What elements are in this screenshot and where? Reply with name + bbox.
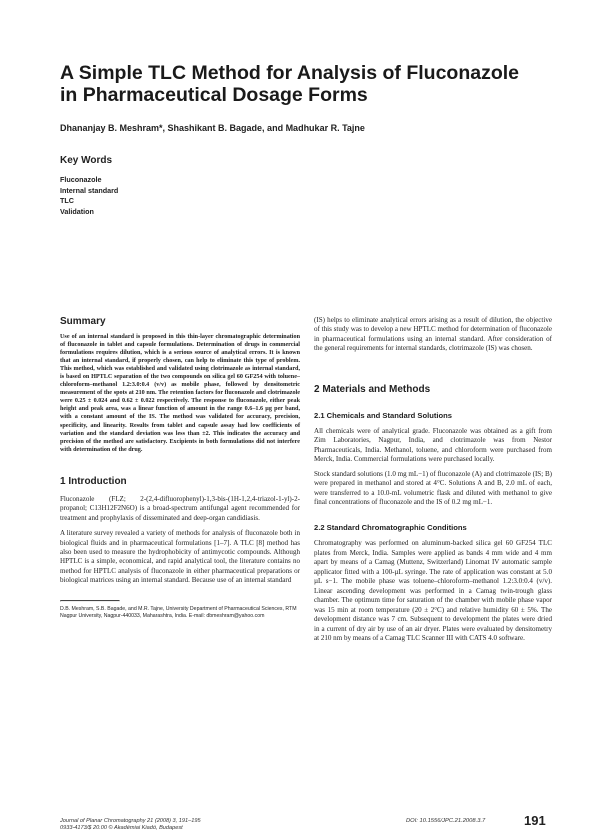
keyword-item: Validation (60, 206, 94, 216)
article-title (60, 62, 540, 106)
article-title-line-2: in Pharmaceutical Dosage Forms (60, 84, 368, 106)
intro-paragraph-2: A literature survey revealed a variety of methods for analysis of fluconazole both in biological fluids and in pharmaceutical formulations [1–7]. A TLC [8] method has also been used to measure the hydrophobicity of antimycotic compounds. Although HPTLC is a simple, economical, and rapid analytical tool, the literature contains no method for HPTLC analysis of fluconazole in either pharmaceutical preparations or biological matrices using an internal standard. Because use of an internal standard (60, 529, 300, 585)
summary-section (60, 333, 300, 454)
keywords-heading: Key Words (60, 155, 113, 166)
left-column (60, 316, 300, 620)
summary-text: Use of an internal standard is proposed in this thin-layer chromatographic determination of fluconazole in tablet and capsule formulations. Determination of drugs in commercial formulations requires dilution, which is a serious source of analytical errors. It is known that an internal standard, if properly chosen, can help to eliminate this type of problem. This method, which was established and validated using clotrimazole as internal standard, is based on HPTLC separation of the two compounds on silica gel 60 GF254 with toluene–chloroform–methanol 1.2:3.0:0.4 (v/v) as mobile phase, followed by densitometric measurement of the spots at 210 nm. The retention factors for fluconazole and clotrimazole were 0.25 ± 0.024 and 0.62 ± 0.022 respectively. The response to fluconazole, either peak height and peak area, was a linear function of amount in the range 0.6–1.6 µg per band, with a constant amount of the IS. The method was validated for accuracy, precision, specificity, and linearity. Results from tablet and capsule assay had low coefficients of variation and the standard deviation was less than ±2. This indicates the accuracy and precision of the method are satisfactory. Excipients in both formulations did not interfere with determination of the drug. (60, 334, 300, 453)
affiliation-footnote (60, 600, 300, 620)
summary-heading: Summary (60, 316, 106, 327)
right-column (314, 316, 552, 643)
author-list: Dhananjay B. Meshram*, Shashikant B. Bagade, and Madhukar R. Tajne (60, 123, 365, 133)
chemicals-paragraph-2: Stock standard solutions (1.0 mg mL−1) of fluconazole (A) and clotrimazole (IS; B) were prepared in methanol and stored at 4°C. Solutions A and B, 2.0 mL of each, were transferred to a 10.0-mL volumetric flask and diluted with methanol to give final concentrations of fluconazole and the IS of 0.2 mg mL−1. (314, 469, 552, 506)
intro-continued (314, 316, 552, 354)
chemicals-paragraph-1: All chemicals were of analytical grade. Fluconazole was obtained as a gift from Zim Laboratories, Nagpur, India, and clotrimazole was from Nestor Pharmaceuticals, India. Methanol, toluene, and chloroform were purchased from Merck, India. Commercial formulations were purchased locally. (314, 426, 552, 464)
chromatographic-conditions-subheading: 2.2 Standard Chromatographic Conditions (314, 523, 467, 533)
introduction-heading: 1 Introduction (60, 475, 127, 487)
chemicals-subheading: 2.1 Chemicals and Standard Solutions (314, 410, 452, 420)
journal-name: Journal of Planar Chromatography 21 (2008) 3, 191–195 (60, 818, 201, 824)
intro-paragraph-1: Fluconazole (FLZ; 2-(2,4-difluorophenyl)-1,3-bis-(1H-1,2,4-triazol-1-yl)-2-propanol; C13H12F2N6O) is a broad-spectrum antifungal agent recommended for treatment and prophylaxis of disseminated and deep-organ candidiasis. (60, 494, 300, 522)
introduction-body (60, 495, 300, 586)
doi-link[interactable]: DOI: 10.1556/JPC.21.2008.3.7 (406, 818, 486, 824)
intro-continued-paragraph: (IS) helps to eliminate analytical errors arising as a result of dilution, the objective of this study was to develop a new HPTLC method for determination of fluconazole in pharmaceutical formulations using an internal standard. After consideration of the general requirements for internal standards, clotrimazole (IS) was chosen. (314, 316, 552, 353)
keyword-list (60, 175, 118, 217)
article-title-line-1: A Simple TLC Method for Analysis of Fluconazole (60, 62, 520, 84)
page-number: 191 (524, 813, 546, 828)
footnote-text: D.B. Meshram, S.B. Bagade, and M.R. Tajne, University Department of Pharmaceutical Sciences, RTM Nagpur University, Nagpur-440033, Maharashtra, India. E-mail: dbmeshram@yahoo.com (60, 605, 297, 619)
footnote-divider (60, 600, 120, 602)
chromatographic-conditions-body (314, 539, 552, 643)
keyword-item: TLC (60, 196, 74, 205)
materials-methods-heading: 2 Materials and Methods (314, 383, 431, 395)
journal-citation (60, 818, 201, 833)
keyword-item: Internal standard (60, 185, 119, 195)
keyword-item: Fluconazole (60, 175, 102, 184)
chemicals-body (314, 427, 552, 508)
chromatography-paragraph: Chromatography was performed on aluminum-backed silica gel 60 GF254 TLC plates from Merck, India. Samples were applied as bands 4 mm wide and 4 mm apart by means of a Camag (Muttenz, Switzerland) Linomat IV automatic sample applicator fitted with a 100-µL syringe. The rate of application was constant at 5.0 µL s−1. The mobile phase was toluene–chloroform–methanol 1.2:3.0:0.4 (v/v). Linear ascending development was performed in a Camag twin-trough glass chamber. The optimum time for saturation of the chamber with mobile phase vapor was 15 min at room temperature (20 ± 2°C) and relative humidity 60 ± 5%. The development distance was 7 cm. Subsequent to development the plates were dried in a current of dry air by use of an air dryer. Plates were evaluated by densitometry at 210 nm by means of a Camag TLC Scanner III with CATS 4.0 software. (314, 539, 552, 642)
issn-copyright: 0933-4173/$ 20.00 © Akadémiai Kiadó, Budapest (60, 825, 183, 832)
